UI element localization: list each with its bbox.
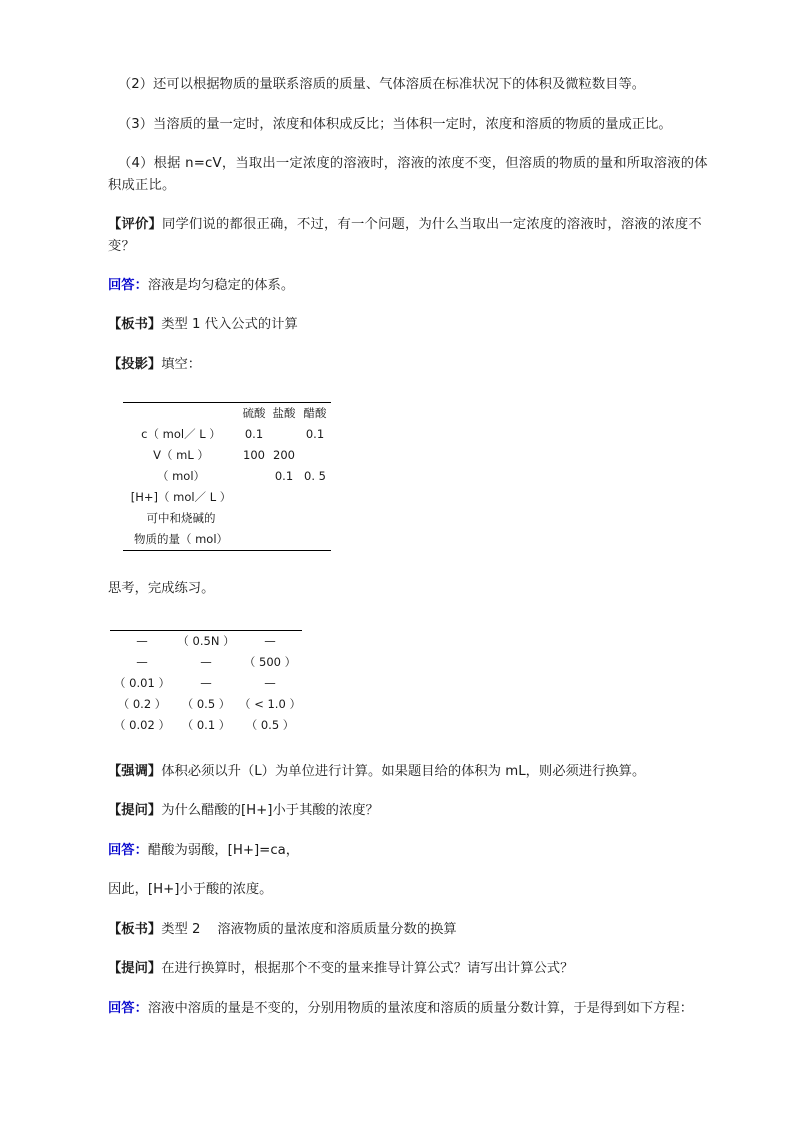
table-cell: 0.1 (244, 427, 264, 441)
board-tag: 【板书】 (108, 317, 162, 332)
paragraph-2: （2）还可以根据物质的量联系溶质的质量、气体溶质在标准状况下的体积及微粒数目等。 (118, 77, 646, 92)
paragraph-4: （4）根据 n=cV，当取出一定浓度的溶液时，溶液的浓度不变，但溶质的物质的量和所取溶液的体积成正比。 (108, 156, 708, 193)
table-row (110, 694, 302, 715)
table-row (123, 529, 331, 551)
answer-tag: 回答： (108, 1001, 148, 1016)
table-row (123, 424, 331, 445)
table-cell: V（ mL ） (153, 448, 209, 462)
table-cell (239, 529, 269, 551)
table-cell (269, 529, 299, 551)
table-cell (299, 487, 331, 508)
answer-3 (108, 998, 720, 1020)
table-row (110, 715, 302, 736)
table-header-cell: 醋酸 (303, 406, 327, 420)
question-tag: 【提问】 (108, 803, 162, 818)
table-cell (269, 508, 299, 529)
conclusion-text: 因此，[H+]小于酸的浓度。 (108, 882, 273, 897)
table-cell: （ 0.2 ） (117, 697, 167, 711)
table-cell: c（ mol／ L ） (141, 427, 221, 441)
evaluation-tag: 【评价】 (108, 217, 162, 232)
paragraph-3: （3）当溶质的量一定时，浓度和体积成反比；当体积一定时，浓度和溶质的物质的量成正比。 (118, 117, 672, 132)
table-cell: — (136, 634, 148, 648)
projection-tag: 【投影】 (108, 357, 162, 372)
table-row (123, 445, 331, 466)
question-text: 在进行换算时，根据那个不变的量来推导计算公式？请写出计算公式？ (161, 961, 574, 976)
fill-in-table (123, 402, 331, 551)
table-row (123, 487, 331, 508)
question-1 (108, 800, 720, 822)
board-text: 类型 1 代入公式的计算 (161, 317, 298, 332)
table-cell (299, 529, 331, 551)
projection-note (108, 354, 720, 376)
table-cell: 可中和烧碱的 (146, 511, 216, 525)
board-note-2 (108, 919, 720, 941)
evaluation-text: 同学们说的都很正确，不过，有一个问题，为什么当取出一定浓度的溶液时，溶液的浓度不变？ (108, 217, 702, 254)
table-cell: （ 0.5N ） (177, 634, 235, 648)
table-cell: （ 0.02 ） (114, 718, 170, 732)
table-cell: 0.1 (305, 427, 325, 441)
table-header-cell: 硫酸 (242, 406, 266, 420)
table-cell: （ < 1.0 ） (239, 697, 301, 711)
answer-text: 醋酸为弱酸，[H+]=ca， (147, 843, 300, 858)
answer-text: 溶液是均匀稳定的体系。 (147, 278, 295, 293)
table-row (123, 466, 331, 487)
table-cell: 物质的量（ mol） (133, 532, 229, 546)
emphasis-tag: 【强调】 (108, 764, 162, 779)
emphasis-text: 体积必须以升（L）为单位进行计算。如果题目给的体积为 mL，则必须进行换算。 (161, 764, 646, 779)
board-text: 类型 2 溶液物质的量浓度和溶质质量分数的换算 (161, 922, 457, 937)
table-cell: （ 0.1 ） (181, 718, 231, 732)
table-cell: （ 0.01 ） (114, 676, 170, 690)
table-header-cell (123, 403, 239, 425)
answer-tag: 回答： (108, 278, 148, 293)
table-header-row (123, 403, 331, 425)
board-note-1 (108, 314, 720, 336)
emphasis-note (108, 761, 720, 783)
table-row (123, 508, 331, 529)
question-2 (108, 958, 720, 980)
table-cell: [H+]（ mol／ L ） (130, 490, 232, 504)
table-cell: — (200, 655, 212, 669)
board-tag: 【板书】 (108, 922, 162, 937)
evaluation-paragraph (108, 214, 720, 258)
table-cell (239, 466, 269, 487)
table-cell (299, 508, 331, 529)
table-row (110, 652, 302, 673)
table-cell: — (264, 634, 276, 648)
answer-tag: 回答： (108, 843, 148, 858)
table-row (110, 673, 302, 694)
table-cell: （ 0.5 ） (245, 718, 295, 732)
question-tag: 【提问】 (108, 961, 162, 976)
table-cell: （ 0.5 ） (181, 697, 231, 711)
table-cell (299, 445, 331, 466)
table-cell: — (264, 676, 276, 690)
table-cell: 100 (243, 448, 265, 462)
table-cell: （ mol） (156, 469, 206, 483)
table-cell: 200 (273, 448, 295, 462)
table-cell (239, 487, 269, 508)
table-cell (239, 508, 269, 529)
table-cell (269, 424, 299, 445)
table-header-cell: 盐酸 (272, 406, 296, 420)
table-row (110, 631, 302, 653)
table-cell (269, 487, 299, 508)
practice-answer-table (110, 630, 302, 736)
table-cell: — (200, 676, 212, 690)
table-cell: 0. 5 (304, 469, 326, 483)
table-cell: — (136, 655, 148, 669)
think-instruction: 思考，完成练习。 (108, 581, 215, 596)
table-cell: （ 500 ） (243, 655, 297, 669)
answer-1 (108, 275, 720, 297)
answer-2 (108, 840, 720, 862)
projection-text: 填空： (161, 357, 202, 372)
question-text: 为什么醋酸的[H+]小于其酸的浓度？ (161, 803, 379, 818)
table-cell: 0.1 (274, 469, 294, 483)
answer-text: 溶液中溶质的量是不变的，分别用物质的量浓度和溶质的质量分数计算，于是得到如下方程： (147, 1001, 694, 1016)
